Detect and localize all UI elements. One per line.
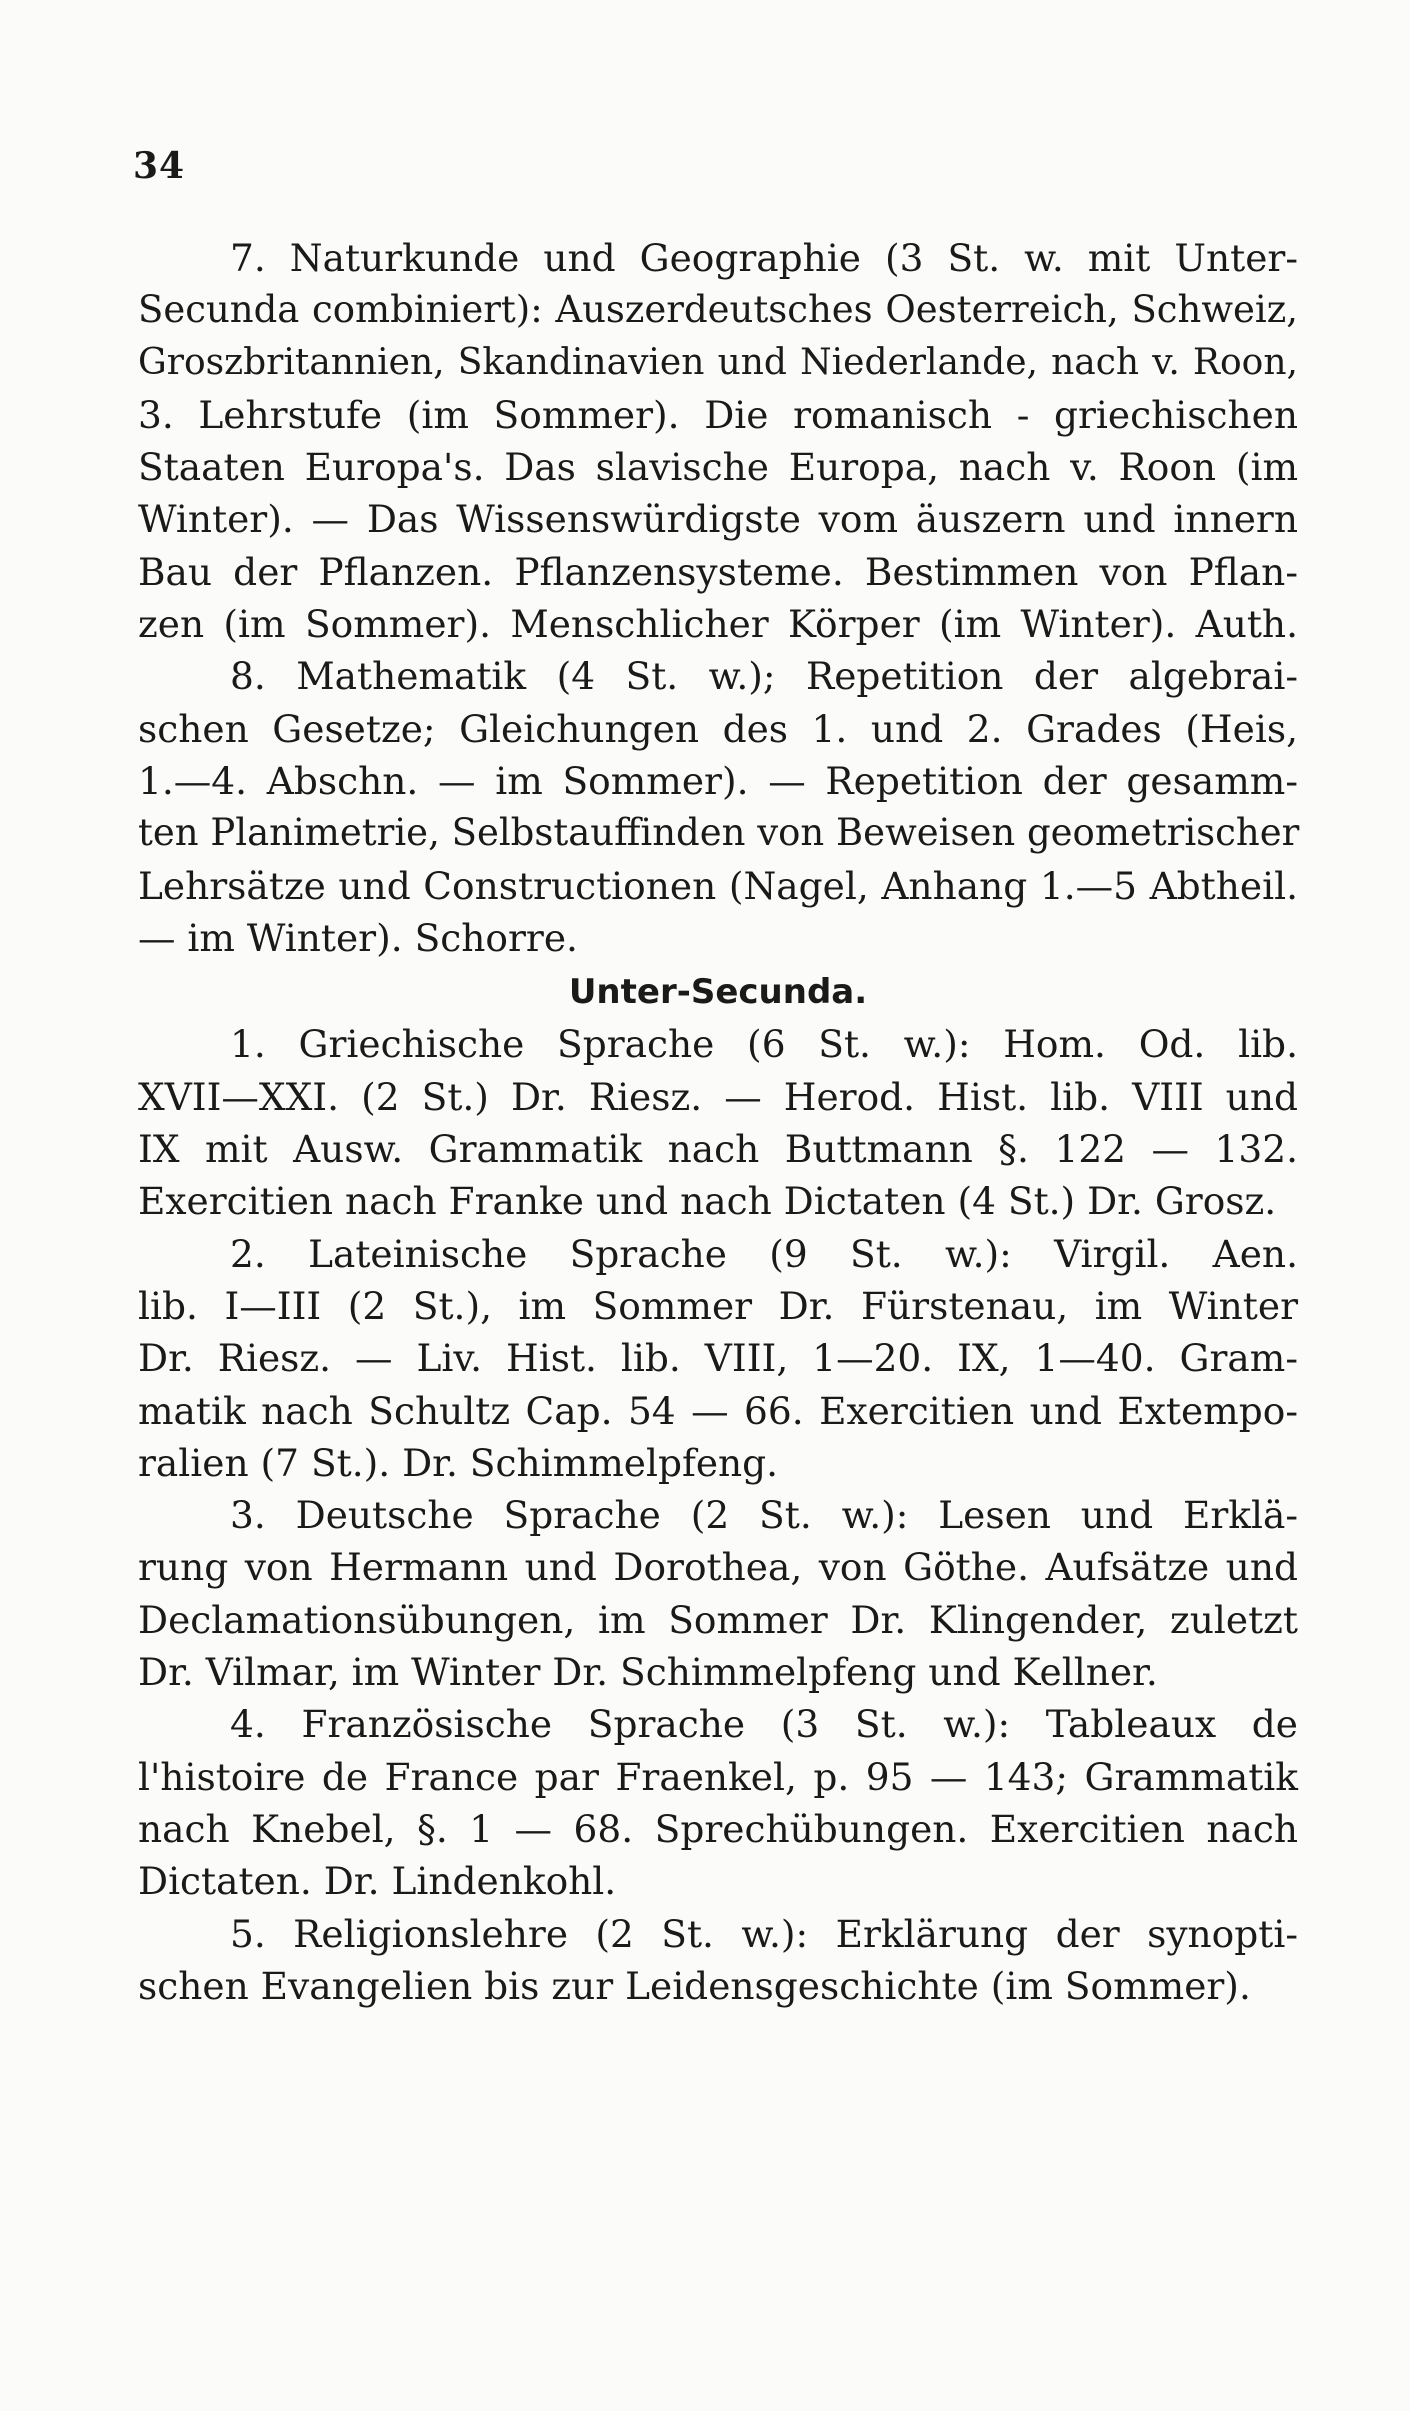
text-line: Secunda combiniert): Auszerdeutsches Oesterreich, Schweiz, [138,288,1298,332]
text-line: — im Winter). Schorre. [138,915,578,960]
text-line: 8. Mathematik (4 St. w.); Repetition der algebrai- [230,654,1298,699]
text-line: 1. Griechische Sprache (6 St. w.): Hom. Od. lib. [230,1022,1298,1067]
text-line: Bau der Pflanzen. Pflanzensysteme. Bestimmen von Pflan- [138,549,1298,594]
text-line: Groszbritannien, Skandinavien und Niederlande, nach v. Roon, [138,341,1298,383]
text-line: XVII—XXI. (2 St.) Dr. Riesz. — Herod. Hist. lib. VIII und [138,1074,1298,1119]
text-line: IX mit Ausw. Grammatik nach Buttmann §. 122 — 132. [138,1127,1298,1172]
text-line: Staaten Europa's. Das slavische Europa, nach v. Roon (im [138,445,1298,490]
text-line: l'histoire de France par Fraenkel, p. 95 — 143; Grammatik [138,1754,1298,1799]
text-line: Dr. Vilmar, im Winter Dr. Schimmelpfeng und Kellner. [138,1650,1158,1695]
text-line: Winter). — Das Wissenswürdigste vom äuszern und innern [138,497,1298,542]
text-line: lib. I—III (2 St.), im Sommer Dr. Fürstenau, im Winter [138,1283,1298,1328]
text-line: Dr. Riesz. — Liv. Hist. lib. VIII, 1—20. IX, 1—40. Gram- [138,1336,1298,1381]
text-line: 3. Lehrstufe (im Sommer). Die romanisch - griechischen [138,392,1298,437]
text-line: 5. Religionslehre (2 St. w.): Erklärung der synopti- [230,1911,1298,1956]
text-line: 2. Lateinische Sprache (9 St. w.): Virgil. Aen. [230,1231,1298,1276]
section-obersecunda-continued [138,232,1298,964]
page-number: 34 [133,145,186,187]
text-line: Declamationsübungen, im Sommer Dr. Klingender, zuletzt [138,1597,1298,1642]
text-line: 7. Naturkunde und Geographie (3 St. w. mit Unter- [230,236,1298,280]
text-line: rung von Hermann und Dorothea, von Göthe. Aufsätze und [138,1545,1298,1590]
section-heading-unter-secunda: Unter-Secunda. [568,972,868,1013]
page-text [138,232,1298,2012]
text-line: 3. Deutsche Sprache (2 St. w.): Lesen und Erklä- [230,1493,1298,1538]
text-line: 4. Französische Sprache (3 St. w.): Tableaux de [230,1702,1298,1747]
text-line: matik nach Schultz Cap. 54 — 66. Exercitien und Extempo- [138,1388,1298,1433]
text-line: Lehrsätze und Constructionen (Nagel, Anhang 1.—5 Abtheil. [138,863,1298,908]
text-line: schen Gesetze; Gleichungen des 1. und 2. Grades (Heis, [138,706,1298,751]
text-line: Dictaten. Dr. Lindenkohl. [138,1859,617,1904]
text-line: ten Planimetrie, Selbstauffinden von Beweisen geometrischer [138,811,1300,855]
text-line: zen (im Sommer). Menschlicher Körper (im Winter). Auth. [138,602,1298,647]
text-line: schen Evangelien bis zur Leidensgeschichte (im Sommer). [138,1963,1251,2008]
text-line: ralien (7 St.). Dr. Schimmelpfeng. [138,1440,779,1485]
section-unter-secunda [138,1018,1298,2012]
text-line: Exercitien nach Franke und nach Dictaten (4 St.) Dr. Grosz. [138,1179,1277,1224]
text-line: 1.—4. Abschn. — im Sommer). — Repetition der gesamm- [138,758,1298,803]
text-line: nach Knebel, §. 1 — 68. Sprechübungen. Exercitien nach [138,1806,1298,1851]
